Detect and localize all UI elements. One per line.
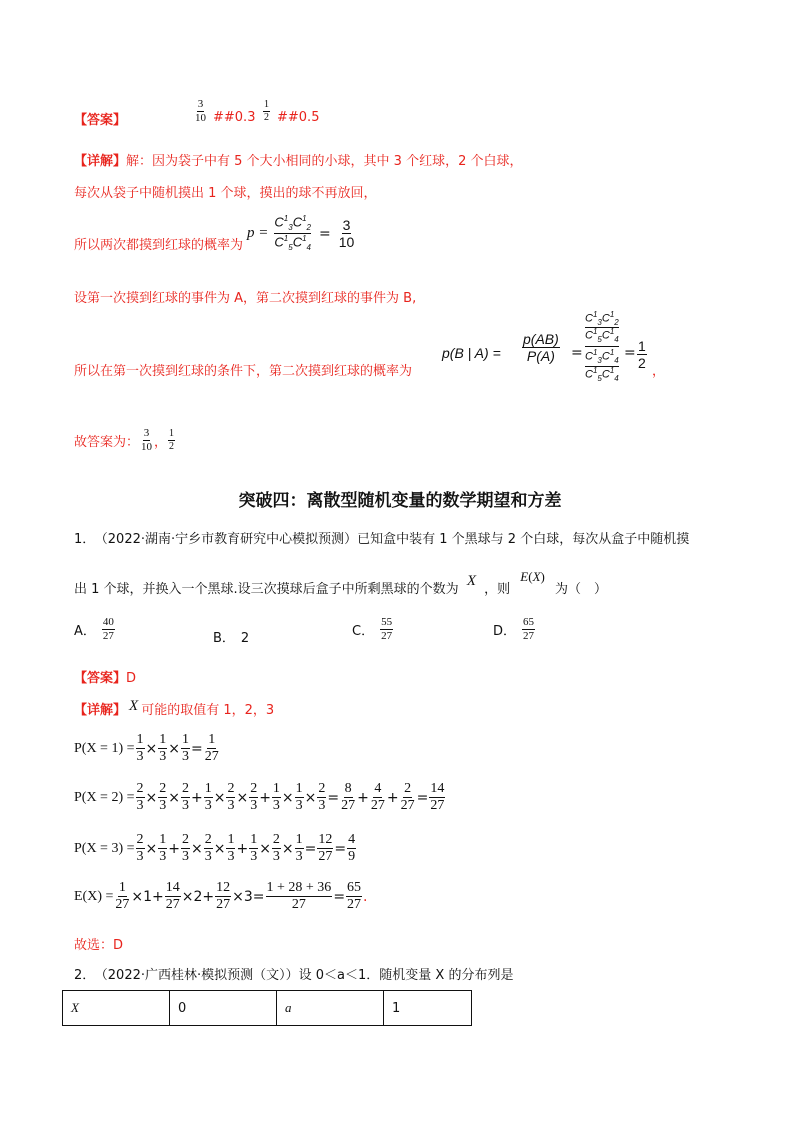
detail-line-3: 所以两次都摸到红球的概率为 p = $C^1_3C^1_2$ $C^1_5C^1_4$ = $\frac{3}{10}$	[74, 214, 355, 253]
table-row	[63, 991, 472, 1026]
option-a[interactable]: A． $\frac{40}{27}$	[74, 616, 114, 642]
q1-final-answer: 故选：D	[74, 938, 124, 953]
q1-line-1: 1． （2022·湖南·宁乡市教育研究中心模拟预测）已知盒中装有 1 个黑球与 2 个白球，每次从盒子中随机摸	[74, 532, 690, 547]
answer-label: 【答案】	[74, 113, 127, 128]
q2-line: 2． （2022·广西桂林·模拟预测（文））设 0＜a＜1．随机变量 X 的分布列是	[74, 968, 514, 983]
equals-sign-2: =	[624, 345, 636, 361]
equation-p2: P(X = 2) = $\frac{2}{3}$ × $\frac{2}{3}$ × $\frac{2}{3}$ + $\frac{1}{3}$ × $\frac{2}{3}$ × $\frac{2}{3}$ + $\frac{1}{3}$ × $\frac{1}{3}$ × $\frac{2}{3}$ = $\frac{8}{27}$ + $\frac{4}{27}$ + $\frac{2}{27}$ = $\frac{14}{27}$	[74, 781, 445, 814]
q1-detail: 【详解】 X 可能的取值有 1，2，3	[74, 698, 275, 718]
result-half: $\frac{1}{2}$	[638, 338, 646, 372]
q1-line-2: 出 1 个球，并换入一个黑球.设三次摸球后盒子中所剩黑球的个数为 X ，则 E(X) 为（ ）	[74, 569, 608, 597]
conclusion-line: 故答案为： $\frac{3}{10}$ ， $\frac{1}{2}$	[74, 427, 175, 453]
option-c[interactable]: C． $\frac{55}{27}$	[352, 616, 393, 642]
detail-line-4: 设第一次摸到红球的事件为 A，第二次摸到红球的事件为 B,	[74, 291, 417, 306]
detail-line-1: 【详解】解：因为袋子中有 5 个大小相同的小球，其中 3 个红球，2 个白球，	[74, 154, 523, 169]
table-cell: a	[277, 991, 384, 1026]
conditional-prob-mid: $\frac{p(AB)}{P(A)}$	[523, 331, 559, 365]
option-d[interactable]: D． $\frac{65}{27}$	[493, 616, 535, 642]
option-b[interactable]: B． 2	[213, 631, 250, 646]
detail-line-5-tail: ，	[652, 364, 666, 379]
conditional-prob-lhs: p(B | A) =	[442, 345, 501, 361]
equals-sign: =	[571, 345, 583, 361]
detail-line-2: 每次从袋子中随机摸出 1 个球，摸出的球不再放回，	[74, 186, 377, 201]
section-heading: 突破四：离散型随机变量的数学期望和方差	[238, 491, 562, 511]
table-cell: 1	[384, 991, 472, 1026]
answer-fraction-1: $\frac{3}{10}$	[195, 98, 206, 124]
table-cell: 0	[170, 991, 277, 1026]
combination-fraction: $C^1_3C^1_2$ $C^1_5C^1_4$	[274, 214, 311, 252]
equation-p1: P(X = 1) = $\frac{1}{3}$ × $\frac{1}{3}$ × $\frac{1}{3}$ = $\frac{1}{27}$	[74, 732, 219, 765]
equation-p3: P(X = 3) = $\frac{2}{3}$ × $\frac{1}{3}$ + $\frac{2}{3}$ × $\frac{2}{3}$ × $\frac{1}{3}$ + $\frac{1}{3}$ × $\frac{2}{3}$ × $\frac{1}{3}$ = $\frac{12}{27}$ = $\frac{4}{9}$	[74, 832, 356, 865]
nested-combination-fraction: $C^1_3C^1_2$ $C^1_5C^1_4$ $C^1_3C^1_4$ $C^1_5C^1_4$	[585, 310, 619, 383]
q1-answer: 【答案】D	[74, 671, 137, 686]
detail-line-5-text: 所以在第一次摸到红球的条件下，第二次摸到红球的概率为	[74, 364, 413, 379]
answer-fraction-2: $\frac{1}{2}$	[264, 99, 269, 123]
equation-expectation: E(X) = $\frac{1}{27}$ ×1+ $\frac{14}{27}$ ×2+ $\frac{12}{27}$ ×3= $\frac{1 + 28 + 36}{27}$ = $\frac{65}{27}$ .	[74, 880, 368, 913]
distribution-table	[62, 990, 472, 1026]
answer-alt-2: ##0.5	[277, 110, 320, 125]
answer-alt-1: ##0.3	[213, 110, 256, 125]
table-cell: X	[63, 991, 170, 1026]
